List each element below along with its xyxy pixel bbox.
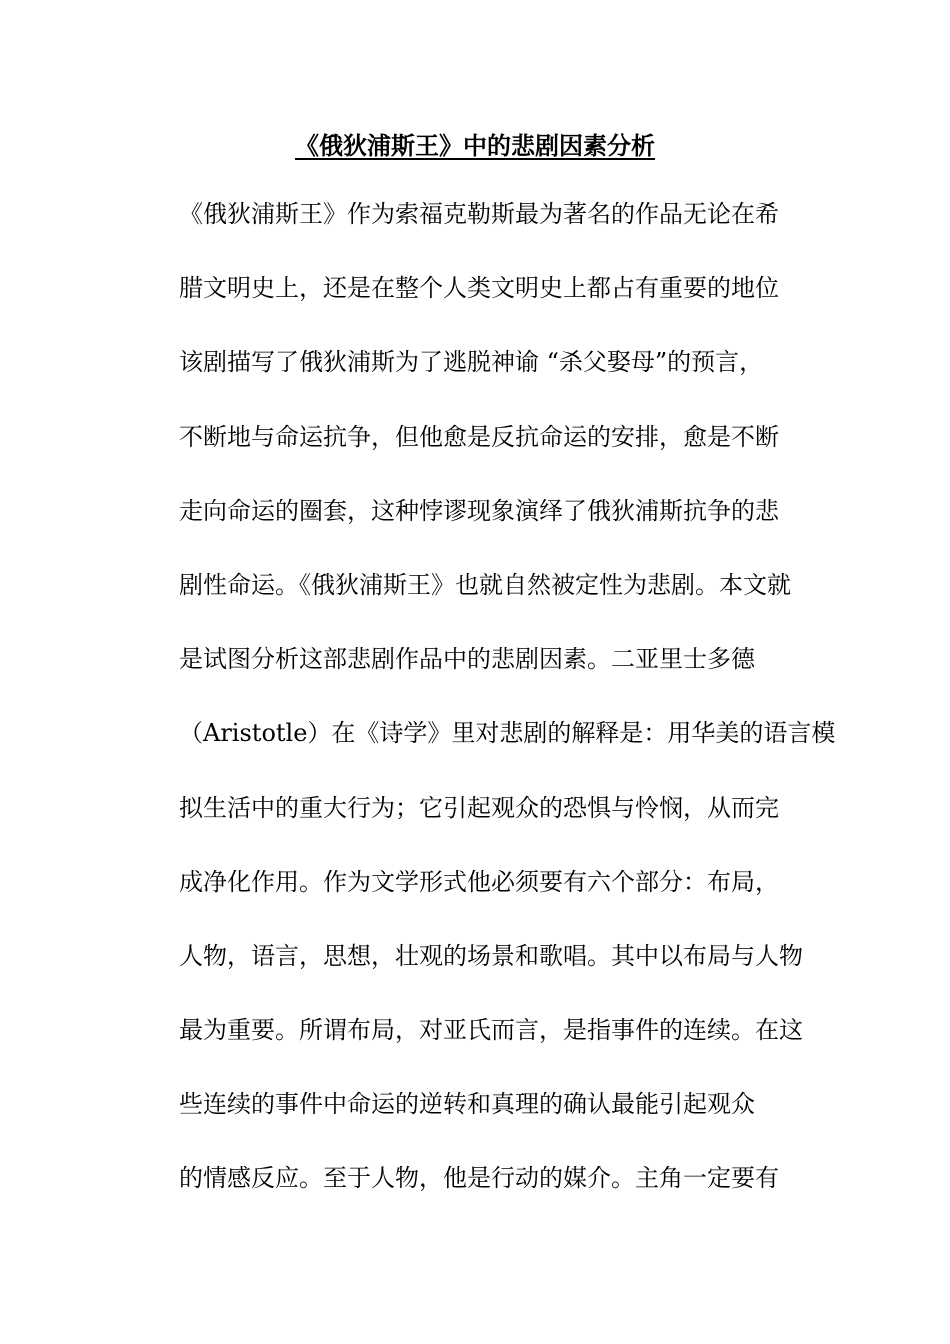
document-body xyxy=(179,192,839,1231)
document-title xyxy=(0,128,950,164)
body-line-14: 的情感反应。至于人物，他是行动的媒介。主角一定要有 xyxy=(179,1164,779,1193)
body-line-6: 剧性命运。《俄狄浦斯王》也就自然被定性为悲剧。本文就 xyxy=(179,570,791,599)
body-line-13: 些连续的事件中命运的逆转和真理的确认最能引起观众 xyxy=(179,1090,755,1119)
body-line-3: 该剧描写了俄狄浦斯为了逃脱神谕 “杀父娶母”的预言， xyxy=(179,348,764,377)
body-line-4: 不断地与命运抗争，但他愈是反抗命运的安排，愈是不断 xyxy=(179,422,779,451)
body-line-8: （Aristotle）在《诗学》里对悲剧的解释是：用华美的语言模 xyxy=(179,719,836,748)
body-line-9: 拟生活中的重大行为；它引起观众的恐惧与怜悯，从而完 xyxy=(179,793,779,822)
body-line-10: 成净化作用。作为文学形式他必须要有六个部分：布局， xyxy=(179,867,779,896)
body-line-11: 人物，语言，思想，壮观的场景和歌唱。其中以布局与人物 xyxy=(179,941,803,970)
body-line-2: 腊文明史上，还是在整个人类文明史上都占有重要的地位 xyxy=(179,274,779,303)
body-line-7: 是试图分析这部悲剧作品中的悲剧因素。二亚里士多德 xyxy=(179,645,755,674)
document-title-text: 《俄狄浦斯王》中的悲剧因素分析 xyxy=(295,131,655,160)
body-line-12: 最为重要。所谓布局，对亚氏而言，是指事件的连续。在这 xyxy=(179,1016,803,1045)
body-line-1: 《俄狄浦斯王》作为索福克勒斯最为著名的作品无论在希 xyxy=(179,200,779,228)
body-line-5: 走向命运的圈套，这种悖谬现象演绎了俄狄浦斯抗争的悲 xyxy=(179,496,779,525)
